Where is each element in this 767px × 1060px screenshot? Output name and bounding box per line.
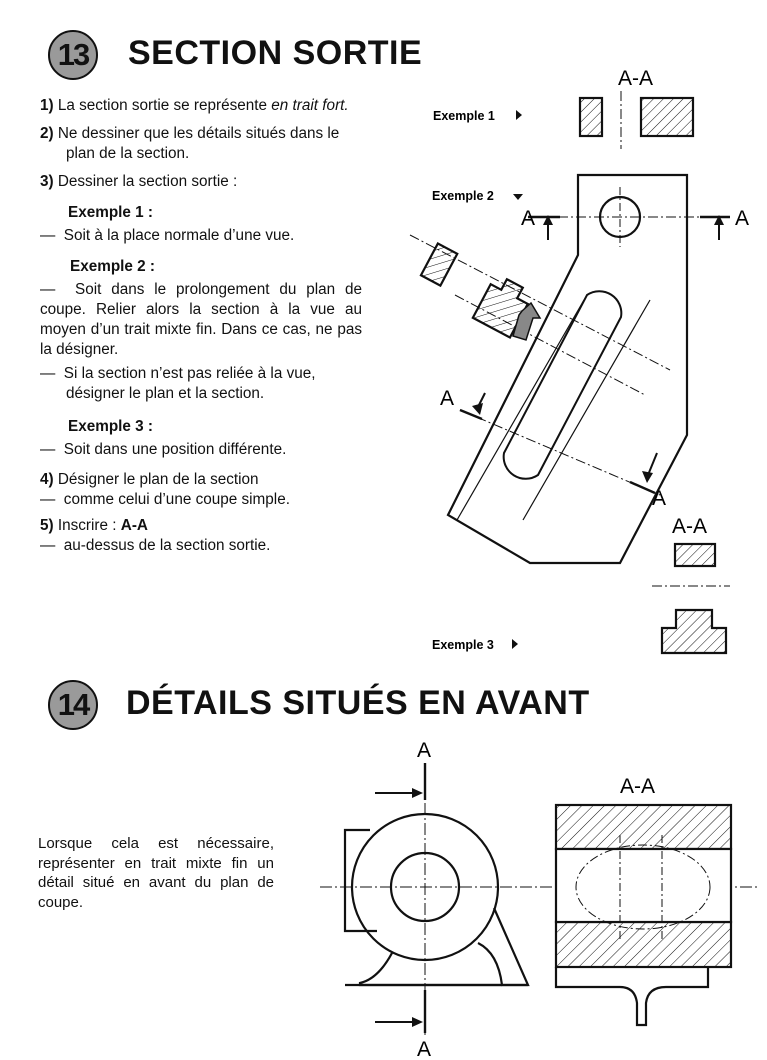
- rules-text: [40, 96, 362, 556]
- example-2-text-b: — Si la section n’est pas reliée à la vue, désigner le plan et la section.: [40, 365, 316, 402]
- plane-letter-top: A: [417, 739, 432, 762]
- example-1-arrow-icon: [516, 110, 522, 120]
- plane-letter-bottom: A: [417, 1038, 432, 1060]
- section-title: SECTION SORTIE: [128, 34, 423, 72]
- figure-13-drawing: [400, 55, 767, 665]
- section-label-14: A-A: [620, 775, 656, 798]
- example-3-label: Exemple 3: [432, 638, 494, 652]
- example-1-label: Exemple 1: [433, 109, 495, 123]
- example-1-heading: Exemple 1 :: [68, 204, 154, 221]
- rule-5: 5) Inscrire : A-A: [40, 517, 148, 534]
- plane-letter-oblique-left: A: [440, 387, 455, 410]
- section-number-badge: [48, 30, 98, 80]
- rule-1: 1) La section sortie se représente en trait fort.: [40, 97, 349, 114]
- section-top-band: [556, 805, 731, 849]
- example-3-arrow-icon: [512, 639, 518, 649]
- section-base-rib: [556, 967, 708, 1025]
- example-3-text: — Soit dans une position différente.: [40, 441, 287, 458]
- section-14-paragraph: Lorsque cela est nécessaire, représenter en trait mixte fin un détail situé en avant du plan de coupe.: [38, 835, 274, 911]
- example-2-heading: Exemple 2 :: [70, 258, 156, 275]
- section-bore: [556, 849, 731, 922]
- example-2-text-a: — Soit dans le prolongement du plan de coupe. Relier alors la section à la vue au moyen d’un trait mixte fin. Dans ce cas, ne pas la désigner.: [40, 281, 363, 358]
- example-3-stepped-section: [662, 610, 726, 653]
- example-3-small-section: [675, 544, 715, 566]
- example-2-arrow-icon: [513, 194, 523, 200]
- plane-letter-left: A: [521, 207, 536, 230]
- rule-3: 3) Dessiner la section sortie :: [40, 173, 238, 190]
- rule-4-sub: — comme celui d’une coupe simple.: [40, 491, 290, 508]
- example-1-text: — Soit à la place normale d’une vue.: [40, 227, 295, 244]
- example-2-label: Exemple 2: [432, 189, 494, 203]
- figure-14-drawing: [290, 735, 767, 1060]
- example-1-small-section: [580, 98, 602, 136]
- rib: [478, 908, 528, 985]
- example-1-section-label: A-A: [618, 67, 654, 90]
- example-3-heading: Exemple 3 :: [68, 418, 154, 435]
- base: [360, 953, 502, 985]
- plane-letter-right: A: [735, 207, 750, 230]
- example-2-small-section: [421, 243, 457, 285]
- example-3-section-label: A-A: [672, 515, 708, 538]
- example-1-large-section: [641, 98, 693, 136]
- plane-letter-oblique-right: A: [652, 487, 667, 510]
- section-number-badge-14: [48, 680, 98, 730]
- rule-4: 4) Désigner le plan de la section: [40, 471, 259, 488]
- section-number: 13: [57, 37, 89, 72]
- section-title-14: DÉTAILS SITUÉS EN AVANT: [126, 684, 590, 722]
- rule-5-sub: — au-dessus de la section sortie.: [40, 537, 271, 554]
- section-number-14: 14: [57, 687, 89, 722]
- left-lug: [345, 830, 377, 931]
- rule-2: 2) Ne dessiner que les détails situés dans le plan de la section.: [40, 125, 340, 162]
